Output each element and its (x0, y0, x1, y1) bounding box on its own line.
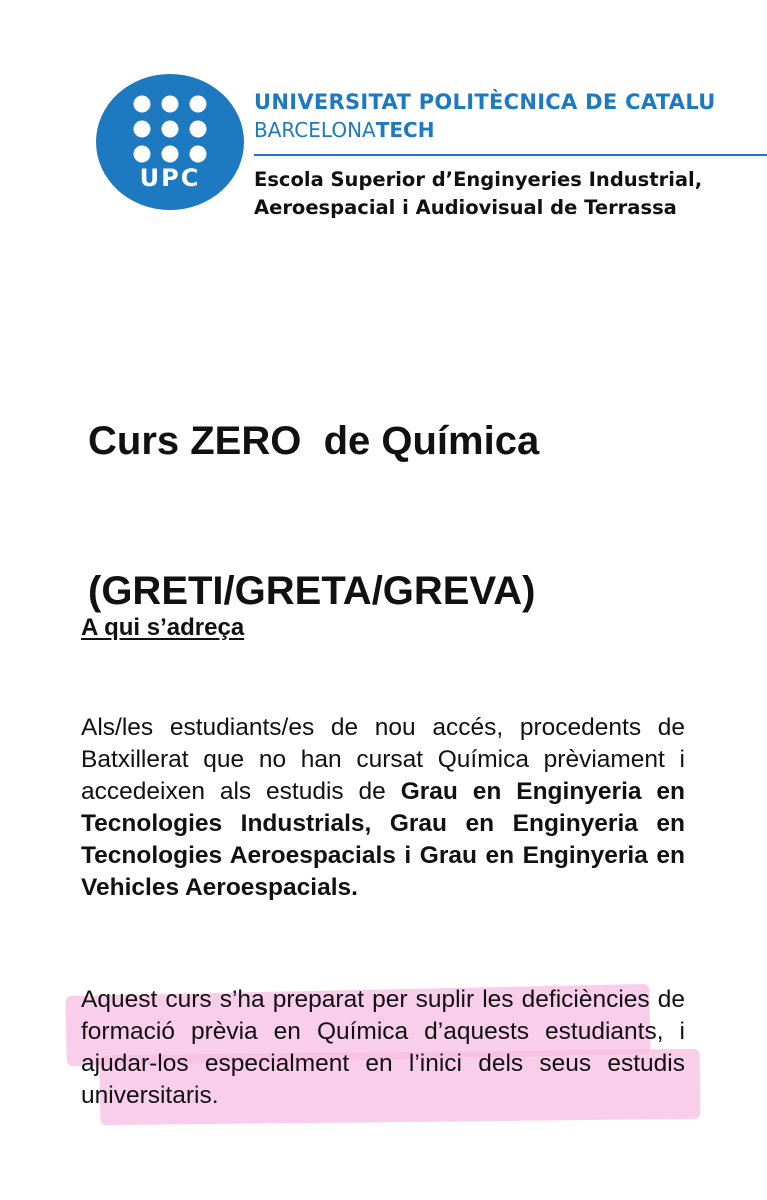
audience-intro: Als/les estudiants/es de nou accés, procedents de Batxillerat que no han cursat Química prèviament i accedeixen als estudis de (81, 714, 685, 805)
logo-text: UPC (139, 164, 201, 192)
purpose-paragraph: Aquest curs s’ha preparat per suplir les deficiències de formació prèvia en Química d’aquests estudiants, i ajudar-los especialment en l’inici dels seus estudis universitaris. (81, 986, 685, 1109)
subtitle-light: BARCELONA (254, 118, 376, 142)
university-name: UNIVERSITAT POLITÈCNICA DE CATALU (254, 90, 716, 114)
audience-paragraph (81, 712, 685, 904)
title-line-2: (GRETI/GRETA/GREVA) (88, 569, 536, 613)
school-line-1: Escola Superior d’Enginyeries Industrial, (254, 168, 703, 191)
header-divider (254, 154, 767, 156)
upc-logo (96, 74, 244, 210)
section-heading: A qui s’adreça (81, 614, 245, 641)
university-subtitle (254, 116, 767, 144)
dot-grid-icon (132, 94, 208, 164)
school-line-2: Aeroespacial i Audiovisual de Terrassa (254, 196, 677, 219)
school-name (254, 166, 767, 222)
title-line-1: Curs ZERO de Química (88, 419, 540, 463)
university-block (254, 88, 767, 144)
degree-list: Grau en Enginyeria en Tecnologies Industrials, Grau en Enginyeria en Tecnologies Aeroespacials i Grau en Enginyeria en Vehicles Aeroespacials. (81, 778, 685, 901)
subtitle-bold: TECH (375, 118, 435, 142)
